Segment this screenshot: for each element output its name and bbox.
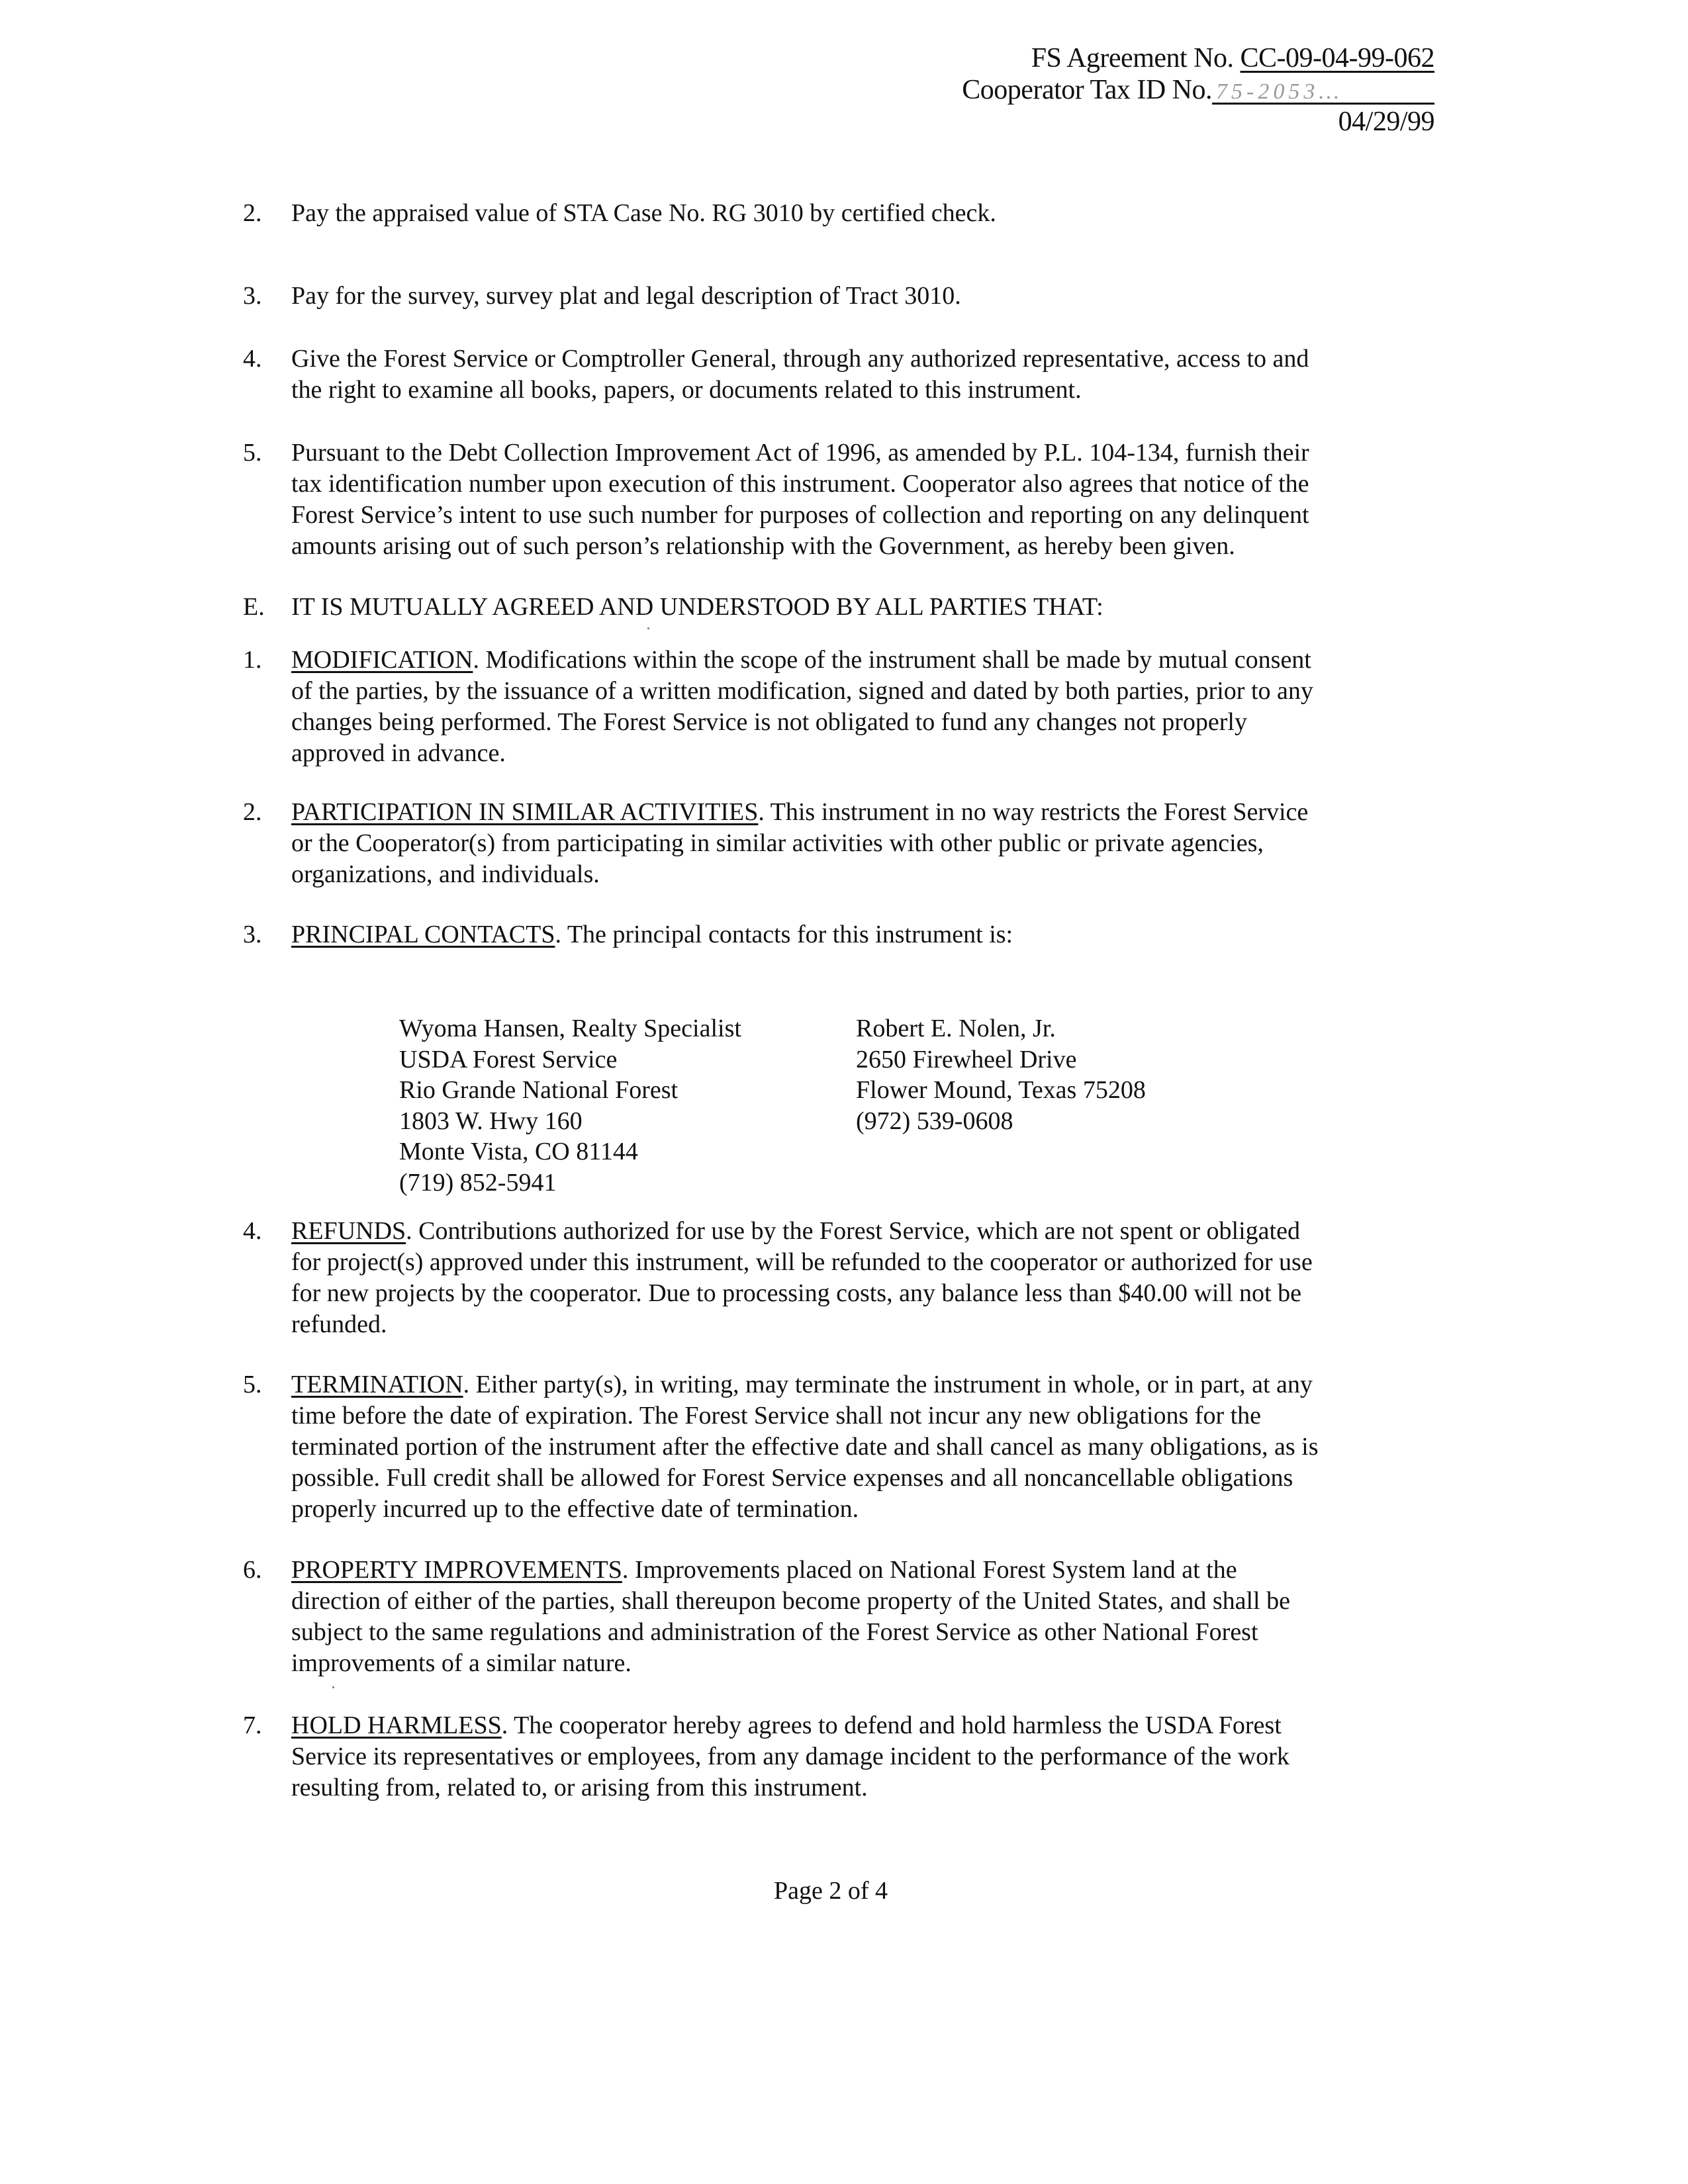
item-heading: PARTICIPATION IN SIMILAR ACTIVITIES xyxy=(291,798,759,826)
text-line xyxy=(291,1555,1428,1586)
contact-block-cooperator xyxy=(856,1013,1146,1136)
tax-id-value: 75-2053… xyxy=(1212,76,1434,105)
contact-name: Robert E. Nolen, Jr. xyxy=(856,1015,1056,1042)
text-line: tax identification number upon execution of this instrument. Cooperator also agrees that notice of the xyxy=(291,470,1309,498)
text-line: Service its representatives or employees, from any damage incident to the performance of the work xyxy=(291,1743,1289,1770)
text-line: for project(s) approved under this instrument, will be refunded to the cooperator or authorized for use xyxy=(291,1248,1313,1276)
text-line: Pursuant to the Debt Collection Improvement Act of 1996, as amended by P.L. 104-134, furnish their xyxy=(291,439,1309,467)
item-text xyxy=(291,1369,1428,1525)
text-run: . This instrument in no way restricts the Forest Service xyxy=(758,798,1309,826)
list-item-e7-hold-harmless xyxy=(243,1710,1428,1803)
text-run: . Improvements placed on National Forest System land at the xyxy=(622,1556,1237,1584)
item-number: 5. xyxy=(243,439,262,467)
item-heading: HOLD HARMLESS xyxy=(291,1711,502,1739)
text-line: for new projects by the cooperator. Due to processing costs, any balance less than $40.00 will not be xyxy=(291,1279,1301,1307)
text-run: . The principal contacts for this instrument is: xyxy=(555,921,1013,948)
text-run: . The cooperator hereby agrees to defend and hold harmless the USDA Forest xyxy=(501,1711,1282,1739)
text-line xyxy=(291,1710,1428,1741)
text-line xyxy=(291,1216,1428,1247)
item-text xyxy=(291,1216,1428,1340)
section-e-heading xyxy=(243,592,1428,623)
list-item-e3-principal-contacts xyxy=(243,919,1428,950)
contact-name: Wyoma Hansen, Realty Specialist xyxy=(399,1015,741,1042)
item-text xyxy=(291,437,1428,562)
tax-id-label: Cooperator Tax ID No. xyxy=(962,75,1212,105)
item-heading: PROPERTY IMPROVEMENTS xyxy=(291,1556,622,1584)
text-line xyxy=(291,645,1428,676)
item-number: 2. xyxy=(243,798,262,826)
item-number: 6. xyxy=(243,1556,262,1584)
item-text xyxy=(291,919,1428,950)
contact-street: 1803 W. Hwy 160 xyxy=(399,1107,583,1135)
text-run: . Modifications within the scope of the instrument shall be made by mutual consent xyxy=(473,646,1311,674)
list-item-e6-property-improvements xyxy=(243,1555,1428,1679)
item-number: 3. xyxy=(243,921,262,948)
list-item-e5-termination xyxy=(243,1369,1428,1525)
text-line xyxy=(291,797,1428,828)
text-line: terminated portion of the instrument after the effective date and shall cancel as many obligations, as is xyxy=(291,1433,1319,1461)
text-line: amounts arising out of such person’s relationship with the Government, as hereby been given. xyxy=(291,532,1235,560)
item-text: Pay the appraised value of STA Case No. RG 3010 by certified check. xyxy=(291,199,996,227)
text-line: properly incurred up to the effective date of termination. xyxy=(291,1495,859,1523)
item-number: 4. xyxy=(243,1217,262,1245)
agreement-number-line xyxy=(1031,42,1434,74)
text-line: the right to examine all books, papers, or documents related to this instrument. xyxy=(291,376,1082,404)
contact-city: Flower Mound, Texas 75208 xyxy=(856,1076,1146,1105)
text-line: resulting from, related to, or arising from this instrument. xyxy=(291,1774,868,1801)
text-line xyxy=(291,1369,1428,1400)
item-heading: REFUNDS xyxy=(291,1217,406,1245)
document-date xyxy=(1338,106,1434,138)
page-number: Page 2 of 4 xyxy=(773,1877,888,1905)
tax-id-line xyxy=(962,74,1434,106)
text-line xyxy=(291,919,1428,950)
item-heading: MODIFICATION xyxy=(291,646,473,674)
text-run: . Either party(s), in writing, may terminate the instrument in whole, or in part, at any xyxy=(463,1371,1313,1398)
item-number: 3. xyxy=(243,282,262,310)
agreement-label: FS Agreement No. xyxy=(1031,43,1234,73)
text-line: organizations, and individuals. xyxy=(291,860,600,888)
text-run: . Contributions authorized for use by the Forest Service, which are not spent or obligated xyxy=(406,1217,1300,1245)
text-line: of the parties, by the issuance of a written modification, signed and dated by both parties, prior to any xyxy=(291,677,1313,705)
contact-phone: (972) 539-0608 xyxy=(856,1107,1013,1135)
text-line: direction of either of the parties, shall thereupon become property of the United States, and shall be xyxy=(291,1587,1290,1615)
scan-speck xyxy=(332,1686,334,1688)
item-text xyxy=(291,797,1428,890)
text-line: improvements of a similar nature. xyxy=(291,1649,632,1677)
contact-block-forest-service xyxy=(399,1013,741,1199)
text-line: time before the date of expiration. The Forest Service shall not incur any new obligations for the xyxy=(291,1402,1262,1430)
list-item-d5 xyxy=(243,437,1428,562)
list-item-e1-modification xyxy=(243,645,1428,769)
contact-street: 2650 Firewheel Drive xyxy=(856,1045,1077,1073)
item-text xyxy=(291,1555,1428,1679)
item-text xyxy=(291,1710,1428,1803)
section-title: IT IS MUTUALLY AGREED AND UNDERSTOOD BY ALL PARTIES THAT: xyxy=(291,593,1103,621)
scan-speck xyxy=(647,627,649,629)
contact-org: USDA Forest Service xyxy=(399,1045,618,1073)
item-text: Pay for the survey, survey plat and legal description of Tract 3010. xyxy=(291,282,961,310)
text-line: Forest Service’s intent to use such number for purposes of collection and reporting on any delinquent xyxy=(291,501,1309,529)
item-text xyxy=(291,645,1428,769)
contact-unit: Rio Grande National Forest xyxy=(399,1076,679,1105)
text-line: possible. Full credit shall be allowed for Forest Service expenses and all noncancellable obligations xyxy=(291,1464,1293,1492)
date-text: 04/29/99 xyxy=(1338,107,1434,137)
contact-phone: (719) 852-5941 xyxy=(399,1168,557,1197)
text-line: approved in advance. xyxy=(291,739,506,767)
item-number: 7. xyxy=(243,1711,262,1739)
item-number: 5. xyxy=(243,1371,262,1398)
text-line: subject to the same regulations and administration of the Forest Service as other National Forest xyxy=(291,1618,1258,1646)
item-heading: TERMINATION xyxy=(291,1371,463,1398)
item-number: 4. xyxy=(243,345,262,373)
text-line: Give the Forest Service or Comptroller General, through any authorized representative, access to and xyxy=(291,345,1309,373)
text-line: changes being performed. The Forest Service is not obligated to fund any changes not properly xyxy=(291,708,1247,736)
text-line: refunded. xyxy=(291,1310,387,1338)
item-number: 1. xyxy=(243,646,262,674)
agreement-number: CC-09-04-99-062 xyxy=(1240,43,1434,73)
list-item-e2-participation xyxy=(243,797,1428,890)
page-footer xyxy=(0,1876,1688,1907)
list-item-d3 xyxy=(243,281,1428,312)
contact-city: Monte Vista, CO 81144 xyxy=(399,1138,638,1166)
item-text xyxy=(291,343,1428,406)
item-number: 2. xyxy=(243,199,262,227)
list-item-d2 xyxy=(243,198,1428,229)
item-heading: PRINCIPAL CONTACTS xyxy=(291,921,555,948)
text-line: or the Cooperator(s) from participating in similar activities with other public or private agencies, xyxy=(291,829,1264,857)
list-item-d4 xyxy=(243,343,1428,406)
section-letter: E. xyxy=(243,593,265,621)
list-item-e4-refunds xyxy=(243,1216,1428,1340)
